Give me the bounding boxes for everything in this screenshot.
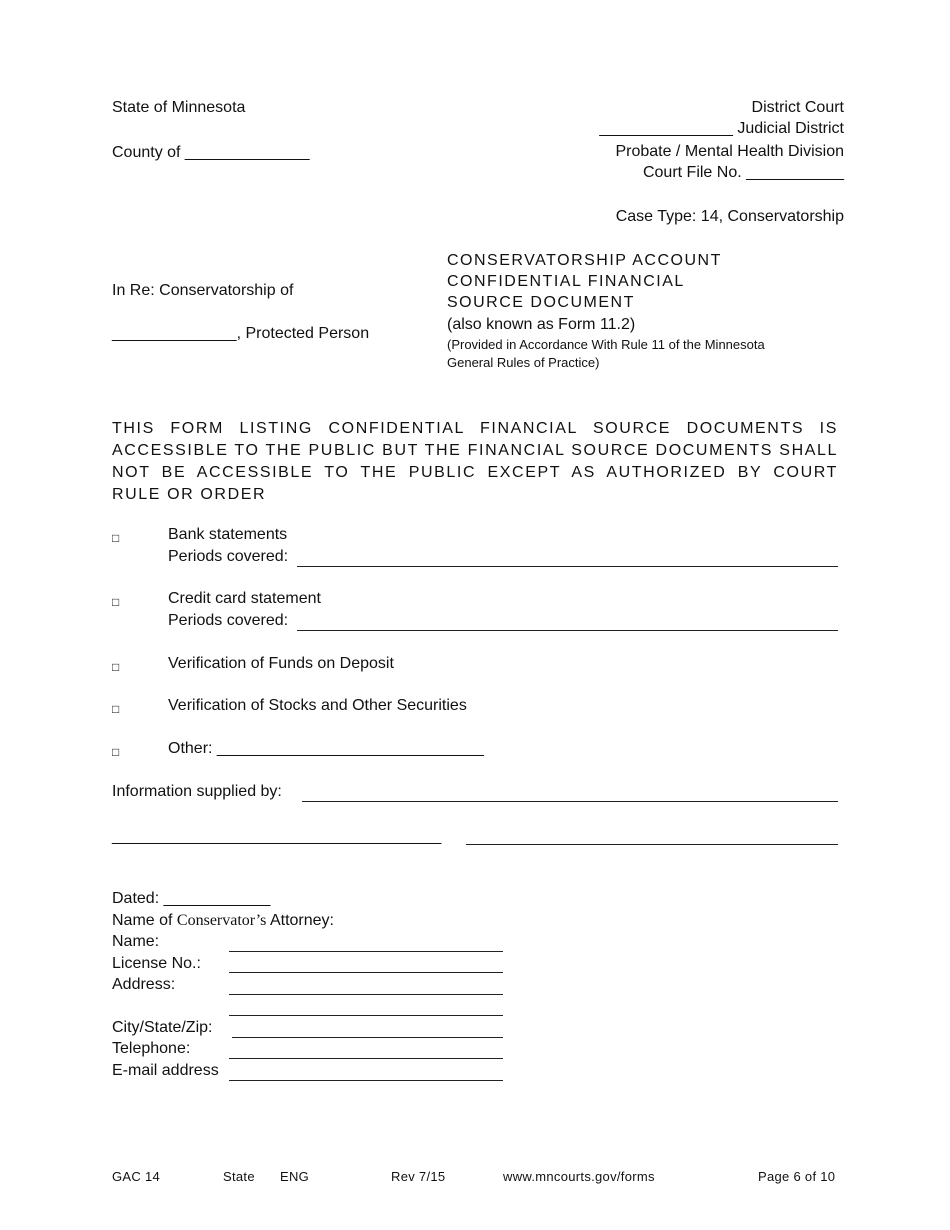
- case-type-label: Case Type: 14, Conservatorship: [615, 208, 844, 225]
- credit-periods-input[interactable]: [297, 630, 838, 631]
- attorney-heading-suffix: Attorney:: [266, 912, 334, 929]
- license-input[interactable]: [229, 972, 503, 973]
- form-title-line-2: CONFIDENTIAL FINANCIAL: [447, 273, 685, 290]
- public-access-notice: THIS FORM LISTING CONFIDENTIAL FINANCIAL SOURCE DOCUMENTS IS ACCESSIBLE TO THE PUBLIC BUT THE FINANCIAL SOURCE DOCUMENTS SHALL NOT BE ACCESSIBLE TO THE PUBLIC EXCEPT AS AUTHORIZED BY COURT RULE OR ORDER: [112, 420, 838, 503]
- form-title-line-3: SOURCE DOCUMENT: [447, 294, 635, 311]
- credit-card-checkbox[interactable]: □: [112, 595, 120, 609]
- signature-line[interactable]: [466, 844, 838, 845]
- footer-state: State: [223, 1169, 255, 1184]
- protected-person-field: ______________, Protected Person: [112, 325, 370, 342]
- bank-statements-checkbox[interactable]: □: [112, 531, 120, 545]
- telephone-label: Telephone:: [112, 1040, 191, 1057]
- city-state-zip-label: City/State/Zip:: [112, 1019, 213, 1036]
- court-label: District Court: [751, 99, 844, 116]
- credit-card-label: Credit card statement: [168, 590, 321, 607]
- address-input-line-1[interactable]: [229, 994, 503, 995]
- supplied-by-input[interactable]: [302, 801, 838, 802]
- attorney-heading-serif: Conservator’s: [176, 912, 267, 929]
- attorney-heading-prefix: Name of: [112, 912, 177, 929]
- bank-statements-label: Bank statements: [168, 526, 288, 543]
- signature-underscore: _____________________________________: [112, 828, 442, 845]
- state-label: State of Minnesota: [112, 99, 246, 116]
- city-state-zip-input[interactable]: [232, 1037, 503, 1038]
- license-label: License No.:: [112, 955, 201, 972]
- attorney-name-label: Name:: [112, 933, 160, 950]
- footer-page-number: Page 6 of 10: [758, 1169, 836, 1184]
- supplied-by-label: Information supplied by:: [112, 783, 282, 800]
- in-re-label: In Re: Conservatorship of: [112, 282, 294, 299]
- other-checkbox[interactable]: □: [112, 745, 120, 759]
- other-field[interactable]: Other: ______________________________: [168, 740, 484, 757]
- dated-field[interactable]: Dated: ____________: [112, 890, 271, 907]
- rule-note-line-1: (Provided in Accordance With Rule 11 of the Minnesota: [447, 337, 765, 352]
- file-number-field: Court File No. ___________: [642, 164, 844, 181]
- telephone-input[interactable]: [229, 1058, 503, 1059]
- email-input[interactable]: [229, 1080, 503, 1081]
- attorney-name-input[interactable]: [229, 951, 503, 952]
- bank-periods-input[interactable]: [297, 566, 838, 567]
- footer-revision: Rev 7/15: [391, 1169, 446, 1184]
- division-label: Probate / Mental Health Division: [615, 143, 844, 160]
- email-label: E-mail address: [112, 1062, 219, 1079]
- district-field: _______________ Judicial District: [599, 120, 844, 137]
- form-title-line-1: CONSERVATORSHIP ACCOUNT: [447, 252, 722, 269]
- stocks-label: Verification of Stocks and Other Securities: [168, 697, 467, 714]
- bank-periods-label: Periods covered:: [168, 548, 289, 565]
- footer-url[interactable]: www.mncourts.gov/forms: [503, 1169, 655, 1184]
- footer-form-code: GAC 14: [112, 1169, 161, 1184]
- attorney-heading: [112, 912, 334, 930]
- form-aka: (also known as Form 11.2): [447, 316, 636, 333]
- funds-deposit-checkbox[interactable]: □: [112, 660, 120, 674]
- footer-language: ENG: [280, 1169, 310, 1184]
- rule-note-line-2: General Rules of Practice): [447, 355, 600, 370]
- stocks-checkbox[interactable]: □: [112, 702, 120, 716]
- address-input-line-2[interactable]: [229, 1015, 503, 1016]
- credit-periods-label: Periods covered:: [168, 612, 289, 629]
- funds-deposit-label: Verification of Funds on Deposit: [168, 655, 394, 672]
- address-label: Address:: [112, 976, 176, 993]
- county-field: County of ______________: [112, 144, 310, 161]
